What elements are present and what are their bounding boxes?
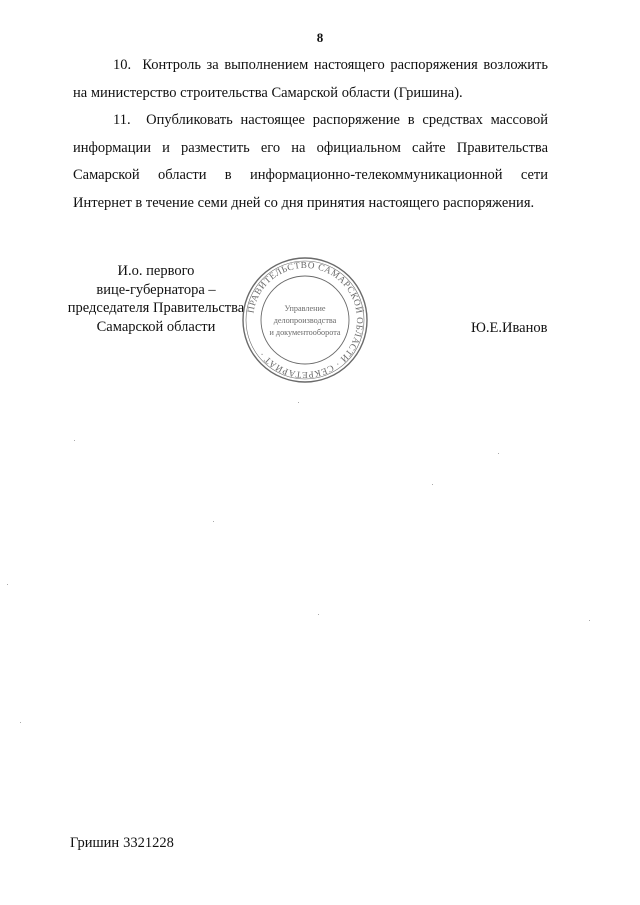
signatory-title-line: вице-губернатора – [96, 281, 216, 298]
paragraph-number: 10. [113, 57, 132, 73]
signatory-title-line: председателя Правительства [67, 300, 245, 316]
paragraph-text: Контроль за выполнением настоящего распоряжения возложить на министерство строительства Самарской области (Гришина). [73, 57, 549, 101]
official-seal [240, 255, 370, 385]
signatory-title-line: Самарской области [96, 318, 216, 335]
seal-outer-text: ПРАВИТЕЛЬСТВО САМАРСКОЙ ОБЛАСТИ · СЕКРЕТАРИАТ · [245, 259, 366, 381]
paragraph-11 [73, 107, 548, 217]
signatory-name: Ю.Е.Иванов [471, 320, 548, 336]
paragraph-10 [73, 52, 548, 107]
paragraph-text: Опубликовать настоящее распоряжение в средствах массовой информации и разместить его на официальном сайте Правительства Самарской области в информационно-телекоммуникационной сети Интернет в течение семи дней со дня принятия настоящего распоряжения. [73, 112, 548, 211]
executor-contact [70, 835, 174, 852]
seal-inner-line: делопроизводства [273, 316, 337, 325]
seal-inner-line: Управление [284, 304, 326, 313]
executor-phone: 3321228 [123, 835, 174, 851]
signatory-title [50, 262, 262, 336]
signatory-title-line: И.о. первого [117, 263, 195, 279]
seal-inner-line: и документооборота [269, 328, 341, 337]
executor-name: Гришин [70, 835, 120, 851]
paragraph-number: 11. [113, 112, 131, 128]
page-number: 8 [316, 30, 324, 45]
